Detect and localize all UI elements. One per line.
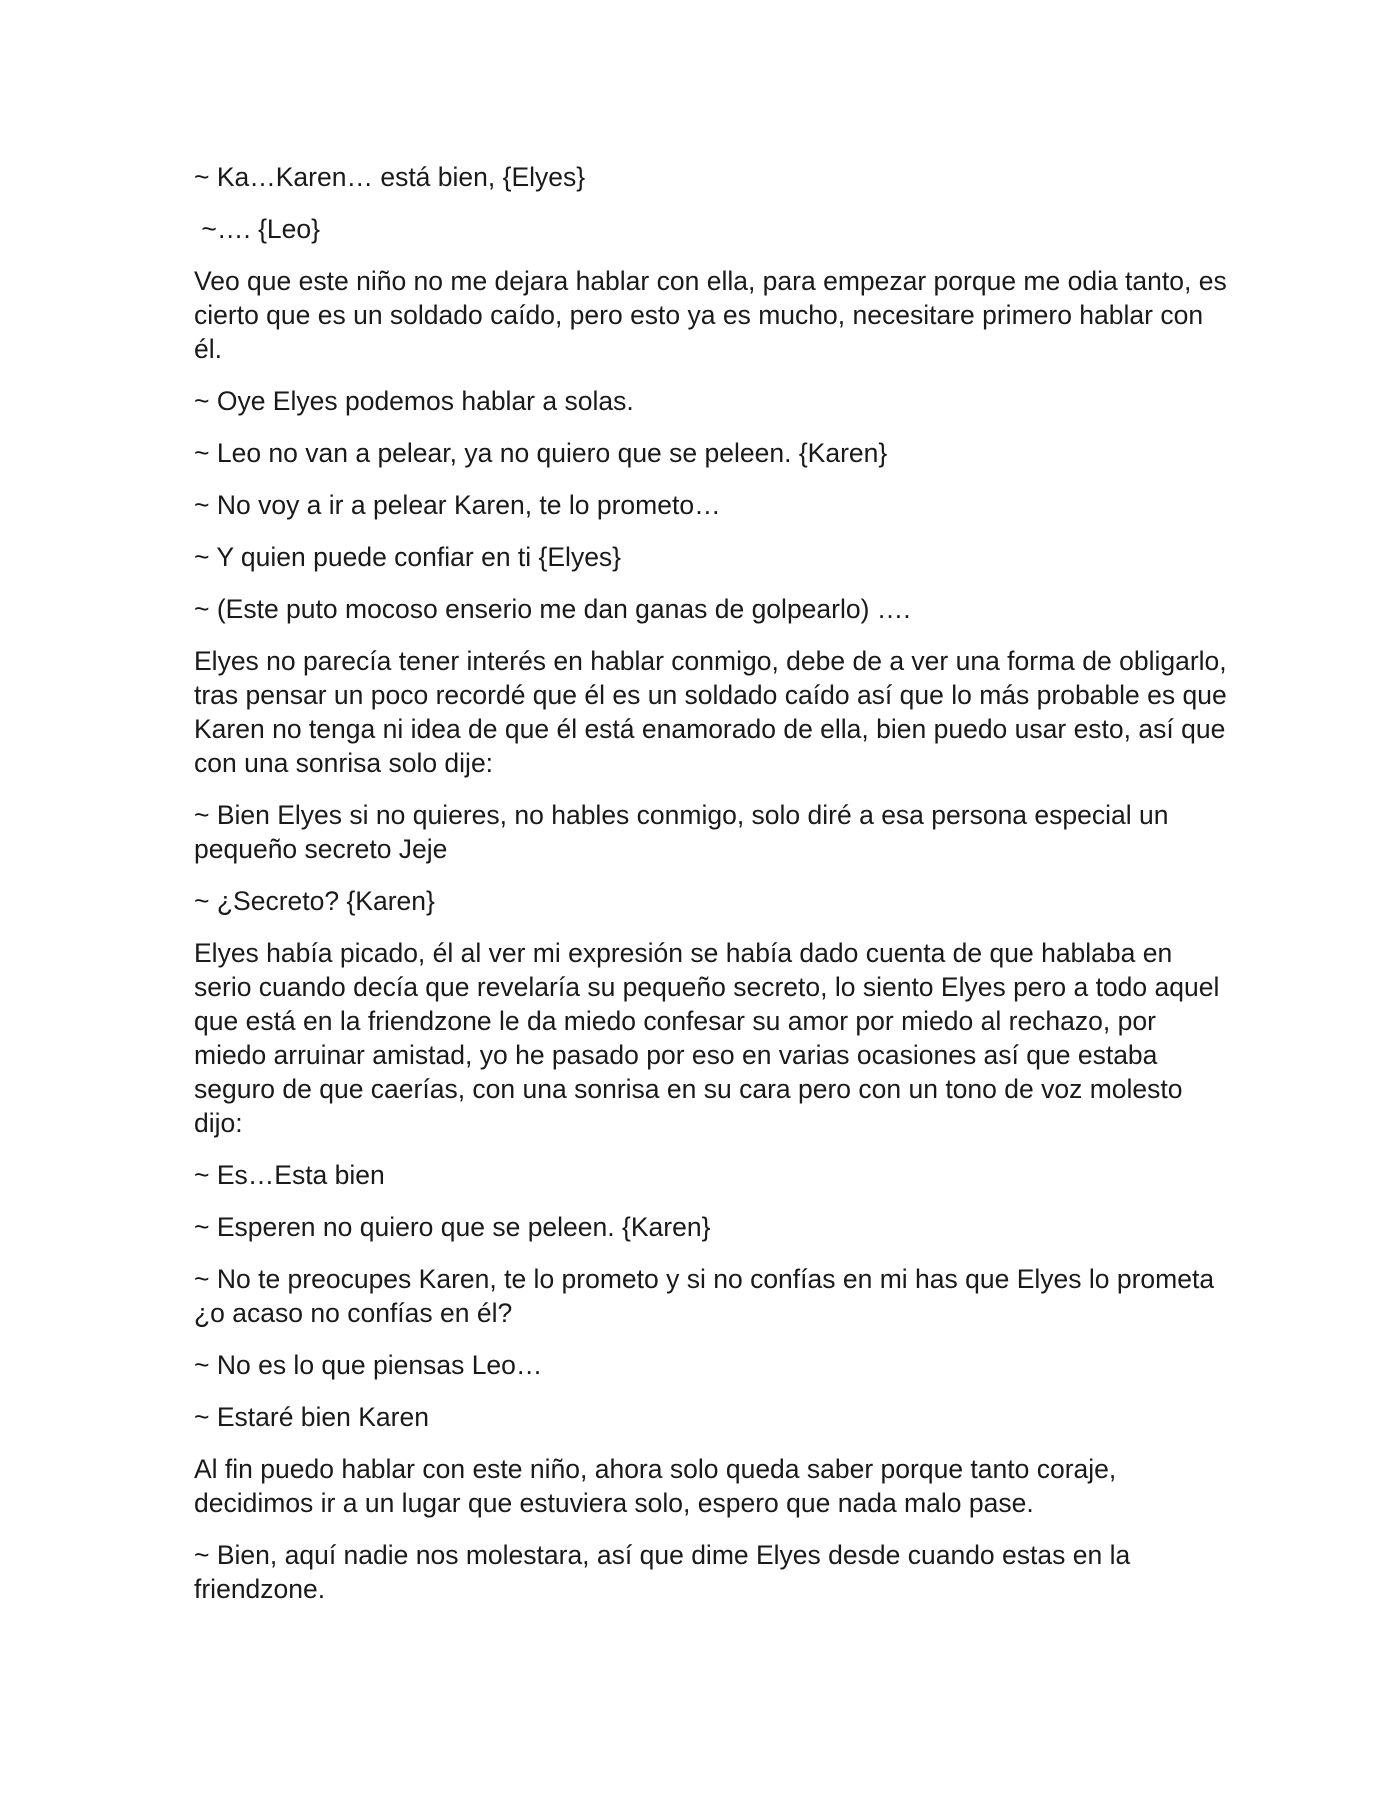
dialogue-line: ~ Esperen no quiero que se peleen. {Karen} <box>194 1212 711 1242</box>
narration-paragraph: Al fin puedo hablar con este niño, ahora solo queda saber porque tanto coraje, decidimos ir a un lugar que estuviera solo, espero que nada malo pase. <box>194 1454 1124 1518</box>
dialogue-line: ~…. {Leo} <box>194 214 320 244</box>
dialogue-line: ~ No voy a ir a pelear Karen, te lo prometo… <box>194 490 721 520</box>
dialogue-line: ~ Bien, aquí nadie nos molestara, así que dime Elyes desde cuando estas en la friendzone. <box>194 1540 1138 1604</box>
dialogue-line: ~ Ka…Karen… está bien, {Elyes} <box>194 162 586 192</box>
dialogue-line: ~ (Este puto mocoso enserio me dan ganas de golpearlo) …. <box>194 594 911 624</box>
dialogue-line: ~ Estaré bien Karen <box>194 1402 429 1432</box>
document-body <box>194 160 1234 1624</box>
narration-paragraph: Elyes no parecía tener interés en hablar conmigo, debe de a ver una forma de obligarlo, tras pensar un poco recordé que él es un soldado caído así que lo más probable es que Karen no tenga ni idea de que él está enamorado de ella, bien puedo usar esto, así que con una sonrisa solo dije: <box>194 646 1235 778</box>
dialogue-line: ~ Bien Elyes si no quieres, no hables conmigo, solo diré a esa persona especial un pequeño secreto Jeje <box>194 800 1176 864</box>
dialogue-line: ~ Leo no van a pelear, ya no quiero que se peleen. {Karen} <box>194 438 888 468</box>
dialogue-line: ~ No es lo que piensas Leo… <box>194 1350 543 1380</box>
dialogue-line: ~ Es…Esta bien <box>194 1160 385 1190</box>
dialogue-line: ~ ¿Secreto? {Karen} <box>194 886 435 916</box>
dialogue-line: ~ Oye Elyes podemos hablar a solas. <box>194 386 634 416</box>
dialogue-line: ~ No te preocupes Karen, te lo prometo y si no confías en mi has que Elyes lo prometa ¿o acaso no confías en él? <box>194 1264 1222 1328</box>
dialogue-line: ~ Y quien puede confiar en ti {Elyes} <box>194 542 622 572</box>
narration-paragraph: Elyes había picado, él al ver mi expresión se había dado cuenta de que hablaba en serio cuando decía que revelaría su pequeño secreto, lo siento Elyes pero a todo aquel que está en la friendzone le da miedo confesar su amor por miedo al rechazo, por miedo arruinar amistad, yo he pasado por eso en varias ocasiones así que estaba seguro de que caerías, con una sonrisa en su cara pero con un tono de voz molesto dijo: <box>194 938 1227 1138</box>
narration-paragraph: Veo que este niño no me dejara hablar con ella, para empezar porque me odia tanto, es cierto que es un soldado caído, pero esto ya es mucho, necesitare primero hablar con él. <box>194 266 1235 364</box>
